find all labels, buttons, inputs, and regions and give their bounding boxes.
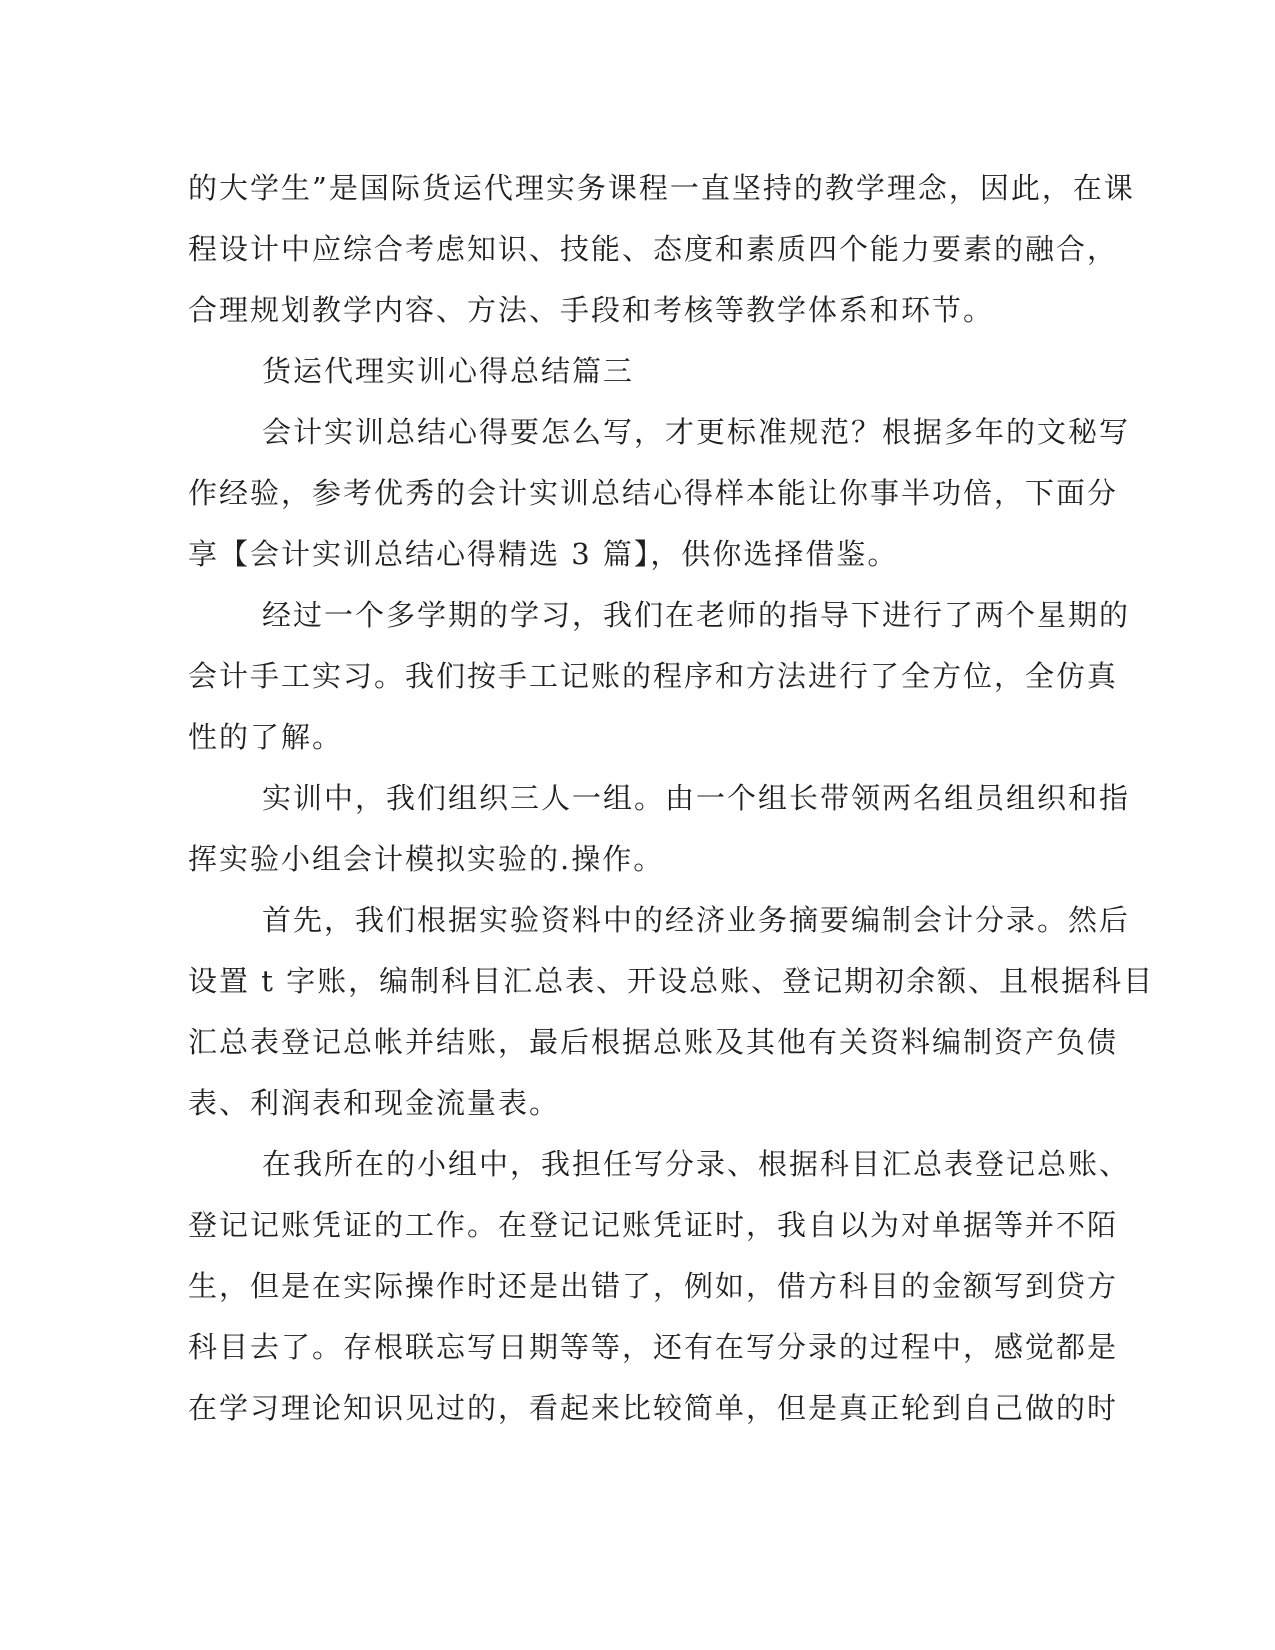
text-line: 登记记账凭证的工作。在登记记账凭证时，我自以为对单据等并不陌 xyxy=(188,1208,1119,1242)
text-line: 的大学生”是国际货运代理实务课程一直坚持的教学理念，因此，在课 xyxy=(188,171,1135,205)
text-line: 程设计中应综合考虑知识、技能、态度和素质四个能力要素的融合， xyxy=(188,232,1119,266)
text-line: 生，但是在实际操作时还是出错了，例如，借方科目的金额写到贷方 xyxy=(188,1269,1119,1303)
text-line: 享【会计实训总结心得精选 3 篇】，供你选择借鉴。 xyxy=(188,537,899,571)
text-line: 性的了解。 xyxy=(188,720,344,754)
text-line: 设置 t 字账，编制科目汇总表、开设总账、登记期初余额、且根据科目 xyxy=(188,964,1155,998)
text-line: 挥实验小组会计模拟实验的.操作。 xyxy=(188,842,665,876)
paragraph-first-line: 经过一个多学期的学习，我们在老师的指导下进行了两个星期的 xyxy=(262,598,1131,632)
text-line: 合理规划教学内容、方法、手段和考核等教学体系和环节。 xyxy=(188,293,995,327)
text-line: 表、利润表和现金流量表。 xyxy=(188,1086,561,1120)
text-line: 科目去了。存根联忘写日期等等，还有在写分录的过程中，感觉都是 xyxy=(188,1330,1119,1364)
text-line: 会计手工实习。我们按手工记账的程序和方法进行了全方位，全仿真 xyxy=(188,659,1119,693)
paragraph-first-line: 会计实训总结心得要怎么写，才更标准规范？根据多年的文秘写 xyxy=(262,415,1131,449)
paragraph-first-line: 货运代理实训心得总结篇三 xyxy=(262,354,635,388)
text-line: 在学习理论知识见过的，看起来比较简单，但是真正轮到自己做的时 xyxy=(188,1391,1119,1425)
text-line: 汇总表登记总帐并结账，最后根据总账及其他有关资料编制资产负债 xyxy=(188,1025,1119,1059)
paragraph-first-line: 首先，我们根据实验资料中的经济业务摘要编制会计分录。然后 xyxy=(262,903,1131,937)
text-line: 作经验，参考优秀的会计实训总结心得样本能让你事半功倍，下面分 xyxy=(188,476,1119,510)
paragraph-first-line: 实训中，我们组织三人一组。由一个组长带领两名组员组织和指 xyxy=(262,781,1131,815)
document-body xyxy=(188,158,1155,1439)
paragraph-first-line: 在我所在的小组中，我担任写分录、根据科目汇总表登记总账、 xyxy=(262,1147,1131,1181)
